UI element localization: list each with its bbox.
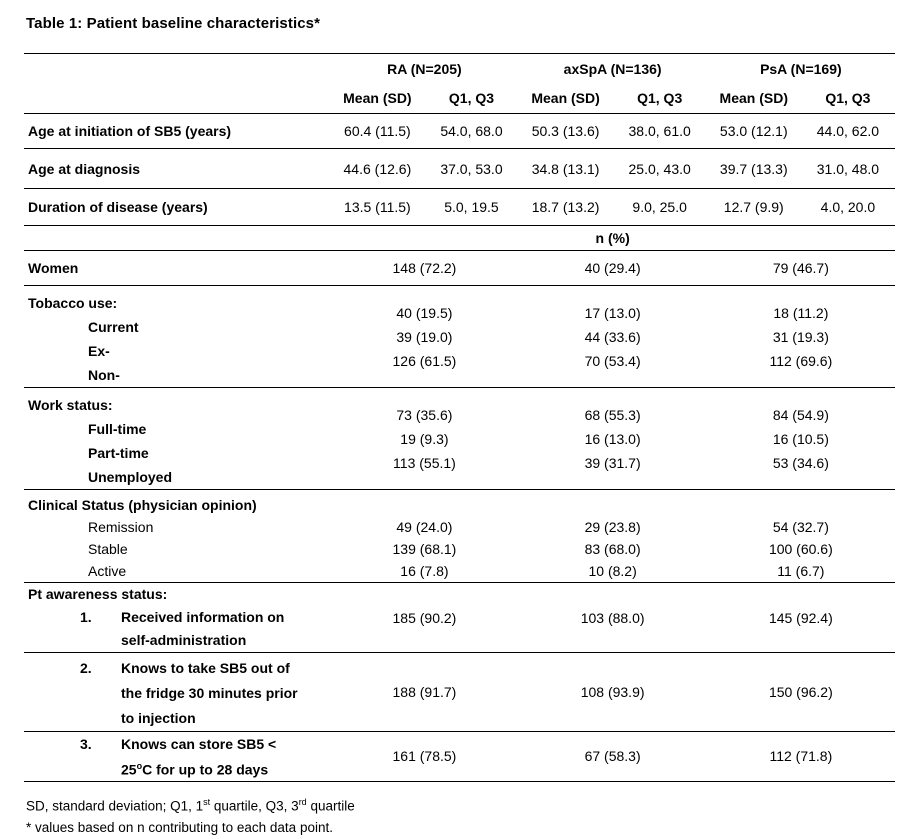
section-values-psa [707, 286, 895, 388]
cell-value: 40 (29.4) [584, 260, 641, 276]
cell-value: 29 (23.8) [584, 519, 641, 535]
cell-value: 39.7 (13.3) [719, 160, 788, 177]
cell-value: 44 (33.6) [584, 329, 641, 345]
cell-value: 18.7 (13.2) [531, 199, 600, 215]
row-age-diagnosis [24, 149, 895, 189]
section-header: Pt awareness status: [28, 586, 168, 602]
cell-value: 84 (54.9) [772, 407, 829, 423]
cell-value: 49 (24.0) [396, 519, 453, 535]
section-values-axspa [519, 286, 707, 388]
cell-value: 185 (90.2) [392, 609, 457, 626]
group-header-ra: RA (N=205) [387, 60, 462, 77]
cell-value: 4.0, 20.0 [820, 199, 876, 215]
section-awareness-item-2 [24, 653, 895, 732]
cell-value: 10 (8.2) [588, 563, 637, 579]
cell-value: 31.0, 48.0 [816, 160, 880, 177]
cell-value: 126 (61.5) [392, 353, 457, 369]
row-women [24, 251, 895, 286]
cell-value: 100 (60.6) [768, 541, 833, 557]
section-labels [24, 490, 330, 583]
subheader-mean-sd: Mean (SD) [343, 90, 412, 107]
row-label: Age at diagnosis [28, 160, 141, 177]
section-values-ra [330, 286, 518, 388]
cell-value: 17 (13.0) [584, 305, 641, 321]
cell-value: 113 (55.1) [393, 455, 456, 471]
footnote-asterisk: * values based on n contributing to each data point. [26, 820, 333, 836]
cell-value: 83 (68.0) [584, 541, 641, 557]
section-values-axspa [519, 490, 707, 583]
cell-value: 38.0, 61.0 [628, 123, 691, 139]
item-number: 2. [80, 660, 92, 676]
cell-value: 25.0, 43.0 [628, 160, 691, 177]
cell-value: 39 (31.7) [584, 455, 641, 471]
cell-value: 112 (69.6) [769, 353, 833, 369]
table-footnotes [26, 791, 912, 839]
section-header: Clinical Status (physician opinion) [28, 497, 257, 513]
sub-label: Current [88, 319, 139, 335]
group-header-axspa: axSpA (N=136) [563, 60, 662, 77]
sub-label: Stable [88, 541, 128, 557]
section-clinical-status [24, 490, 895, 583]
rd-superscript: rd [298, 796, 307, 807]
awareness-item [28, 733, 330, 781]
cell-value: 16 (7.8) [400, 563, 449, 579]
cell-value: 9.0, 25.0 [632, 199, 687, 215]
group-header-psa: PsA (N=169) [760, 60, 842, 77]
degree-superscript: o [136, 761, 143, 771]
section-tobacco [24, 286, 895, 388]
cell-value: 145 (92.4) [768, 609, 833, 626]
cell-value: 54 (32.7) [772, 519, 829, 535]
section-labels [24, 732, 330, 782]
cell-value: 16 (10.5) [772, 431, 829, 447]
item-number: 1. [80, 609, 92, 625]
sub-label: Non- [88, 367, 120, 383]
cell-value: 16 (13.0) [584, 431, 641, 447]
group-header-row [24, 54, 895, 84]
section-labels [24, 286, 330, 388]
cell-value: 103 (88.0) [580, 609, 645, 626]
section-values-axspa [519, 388, 707, 490]
baseline-characteristics-table [24, 53, 895, 782]
section-values-ra [330, 388, 518, 490]
cell-value: 44.0, 62.0 [816, 123, 880, 139]
sub-label: Part-time [88, 445, 149, 461]
st-superscript: st [203, 796, 211, 807]
sub-label: Full-time [88, 421, 147, 437]
sub-label: Remission [88, 519, 154, 535]
cell-value: 11 (6.7) [777, 563, 825, 579]
awareness-item [28, 656, 330, 731]
cell-value: 148 (72.2) [392, 260, 457, 276]
cell-value: 31 (19.3) [772, 329, 829, 345]
cell-value: 44.6 (12.6) [343, 160, 412, 177]
cell-value: 68 (55.3) [584, 407, 641, 423]
subheader-mean-sd: Mean (SD) [719, 90, 788, 107]
section-labels [24, 388, 330, 490]
section-values-ra [330, 490, 518, 583]
section-header: Tobacco use: [28, 295, 118, 311]
cell-value: 34.8 (13.1) [531, 160, 600, 177]
section-awareness-item-1 [24, 583, 895, 653]
empty-header-cell [24, 54, 330, 84]
footnote-abbreviations: SD, standard deviation; Q1, 1st quartile, Q3, 3rd quartile [26, 796, 355, 814]
cell-value: 139 (68.1) [392, 541, 457, 557]
cell-value: 37.0, 53.0 [440, 160, 503, 177]
sub-label: Ex- [88, 343, 110, 359]
cell-value: 13.5 (11.5) [344, 199, 411, 215]
cell-value: 18 (11.2) [773, 305, 829, 321]
section-labels [24, 653, 330, 732]
cell-value: 5.0, 19.5 [444, 199, 499, 215]
subheader-q1-q3: Q1, Q3 [825, 90, 871, 107]
cell-value: 79 (46.7) [772, 260, 829, 276]
subheader-q1-q3: Q1, Q3 [637, 90, 683, 107]
cell-value: 60.4 (11.5) [344, 123, 411, 139]
item-text: Knows to take SB5 out of the fridge 30 minutes prior to injection [121, 660, 298, 726]
cell-value: 50.3 (13.6) [531, 123, 600, 139]
awareness-item [28, 606, 330, 652]
subheader-row [24, 84, 895, 114]
cell-value: 54.0, 68.0 [440, 123, 503, 139]
section-values-psa [707, 388, 895, 490]
section-header: Work status: [28, 397, 113, 413]
row-age-initiation [24, 114, 895, 149]
cell-value: 67 (58.3) [584, 748, 641, 765]
sub-label: Unemployed [88, 469, 173, 485]
row-n-percent-header [24, 226, 895, 251]
item-text: Knows can store SB5 < $25^oC$ for up to 28 days [121, 736, 277, 778]
row-label: Women [28, 260, 79, 276]
section-values-psa [707, 490, 895, 583]
cell-value: 12.7 (9.9) [723, 199, 784, 215]
cell-value: 53.0 (12.1) [719, 123, 788, 139]
row-disease-duration [24, 189, 895, 226]
cell-value: 53 (34.6) [772, 455, 829, 471]
table-title: Table 1: Patient baseline characteristics* [26, 15, 321, 32]
item-number: 3. [80, 736, 92, 752]
row-label: Age at initiation of SB5 (years) [28, 123, 232, 139]
cell-value: 150 (96.2) [768, 684, 833, 700]
sub-label: Active [88, 563, 127, 579]
cell-value: 19 (9.3) [400, 431, 449, 447]
section-awareness-item-3 [24, 732, 895, 782]
cell-value: 161 (78.5) [392, 748, 457, 765]
cell-value: 39 (19.0) [396, 329, 453, 345]
subheader-mean-sd: Mean (SD) [531, 90, 600, 107]
cell-value: 112 (71.8) [769, 748, 833, 765]
item-text: Received information on self-administration [121, 609, 285, 648]
row-label: Duration of disease (years) [28, 199, 208, 215]
subheader-q1-q3: Q1, Q3 [448, 90, 495, 107]
cell-value: 188 (91.7) [392, 684, 457, 700]
cell-value: 73 (35.6) [396, 407, 453, 423]
section-work-status [24, 388, 895, 490]
n-percent-label: n (%) [595, 230, 630, 246]
section-labels [24, 583, 330, 653]
cell-value: 70 (53.4) [584, 353, 641, 369]
cell-value: 108 (93.9) [580, 684, 645, 700]
cell-value: 40 (19.5) [396, 305, 453, 321]
